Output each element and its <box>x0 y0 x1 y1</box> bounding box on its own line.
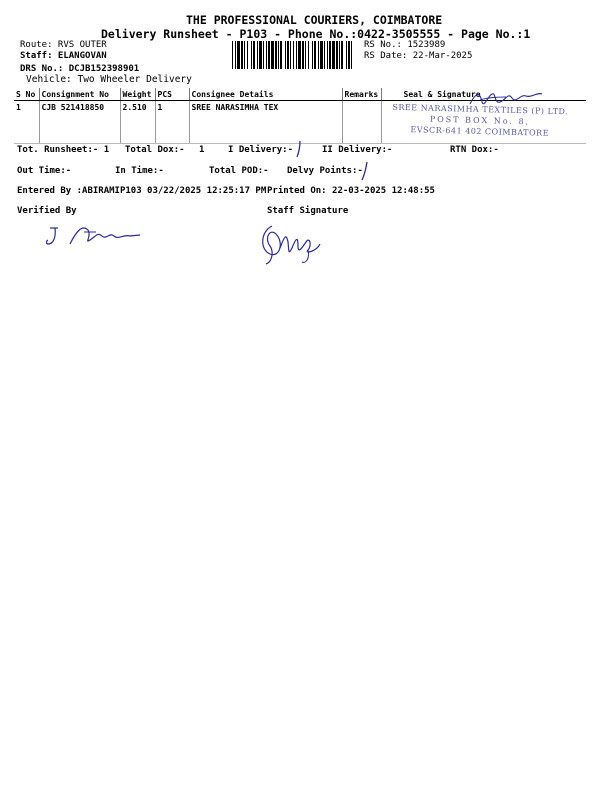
barcode <box>232 41 356 69</box>
in-time-label: In Time:- <box>115 166 164 176</box>
barcode-bar <box>324 41 325 69</box>
col-remarks: Remarks <box>342 88 381 101</box>
printed-on: Printed On: 22-03-2025 12:48:55 <box>267 186 435 196</box>
barcode-bar <box>257 41 258 69</box>
staff-label: Staff: ELANGOVAN <box>20 51 107 61</box>
barcode-bar <box>312 41 313 69</box>
col-consignment: Consignment No <box>39 88 120 101</box>
rtn-dox-label: RTN Dox:- <box>450 145 499 155</box>
barcode-bar <box>332 41 335 69</box>
barcode-bar <box>336 41 338 69</box>
cell-sno: 1 <box>14 101 39 144</box>
barcode-bar <box>298 41 301 69</box>
barcode-bar <box>341 41 343 69</box>
barcode-bar <box>259 41 262 69</box>
rs-date: RS Date: 22-Mar-2025 <box>364 51 473 61</box>
ii-delivery-label: II Delivery:- <box>322 145 393 155</box>
barcode-bar <box>278 41 279 69</box>
staff-signature-label: Staff Signature <box>267 206 349 216</box>
barcode-bar <box>327 41 328 69</box>
rs-number: RS No.: 1523989 <box>364 40 446 50</box>
vehicle-label: Vehicle: Two Wheeler Delivery <box>26 74 192 85</box>
barcode-bar <box>293 41 294 69</box>
barcode-bar <box>237 41 240 69</box>
i-delivery-label: I Delivery:- <box>228 145 294 155</box>
cell-remarks <box>342 101 381 144</box>
stamp-line-3: EVSCR-641 402 COIMBATORE <box>410 125 550 138</box>
barcode-bar <box>290 41 291 69</box>
barcode-bar <box>314 41 316 69</box>
barcode-bar <box>268 41 270 69</box>
barcode-bar <box>320 41 323 69</box>
total-dox-value: 1 <box>199 145 205 155</box>
drs-number: DRS No.: DCJB152398901 <box>20 64 140 74</box>
delvy-points-pen-mark <box>360 160 370 182</box>
col-seal: Seal & Signature <box>381 88 586 101</box>
cell-consignment: CJB 521418850 <box>39 101 120 144</box>
stamp-line-2: POST BOX No. 8, <box>429 114 531 127</box>
cell-pcs: 1 <box>155 101 189 144</box>
runsheet-title: Delivery Runsheet - P103 - Phone No.:0422-3505555 - Page No.:1 <box>101 27 531 41</box>
barcode-bar <box>302 41 304 69</box>
barcode-bar <box>296 41 297 69</box>
barcode-bar <box>329 41 331 69</box>
barcode-bar <box>263 41 264 69</box>
barcode-bar <box>251 41 252 69</box>
col-pcs: PCS <box>155 88 189 101</box>
barcode-bar <box>271 41 274 69</box>
tot-runsheet: Tot. Runsheet:- 1 <box>17 145 110 155</box>
barcode-bar <box>318 41 319 69</box>
verifier-signature <box>44 222 144 252</box>
entered-by: Entered By :ABIRAMIP103 03/22/2025 12:25:17 PM <box>17 186 267 196</box>
barcode-bar <box>241 41 243 69</box>
barcode-bar <box>280 41 282 69</box>
barcode-bar <box>287 41 289 69</box>
receiver-signature <box>466 88 546 110</box>
route-label: Route: RVS OUTER <box>20 40 107 50</box>
barcode-bar <box>275 41 277 69</box>
staff-signature <box>258 218 328 268</box>
cell-weight: 2.510 <box>120 101 155 144</box>
stamp-line-1: SREE NARASIMHA TEXTILES (P) LTD. <box>392 102 569 117</box>
barcode-bar <box>244 41 245 69</box>
delvy-points-label: Delvy Points:- <box>287 166 363 176</box>
barcode-bar <box>235 41 236 69</box>
total-dox-label: Total Dox:- <box>125 145 185 155</box>
col-sno: S No <box>14 88 39 101</box>
verified-by-label: Verified By <box>17 206 77 216</box>
col-weight: Weight <box>120 88 155 101</box>
col-consignee: Consignee Details <box>189 88 342 101</box>
total-pod-label: Total POD:- <box>209 166 269 176</box>
barcode-bar <box>285 41 286 69</box>
barcode-bar <box>247 41 248 69</box>
barcode-bar <box>232 41 233 69</box>
barcode-bar <box>351 41 352 69</box>
barcode-bar <box>346 41 347 69</box>
barcode-bar <box>253 41 255 69</box>
barcode-bar <box>305 41 306 69</box>
out-time-label: Out Time:- <box>17 166 72 176</box>
i-delivery-pen-mark <box>294 139 304 159</box>
company-title: THE PROFESSIONAL COURIERS, COIMBATORE <box>186 13 443 27</box>
cell-consignee: SREE NARASIMHA TEX <box>189 101 342 144</box>
barcode-bar <box>308 41 309 69</box>
barcode-bar <box>266 41 267 69</box>
barcode-bar <box>348 41 350 69</box>
barcode-bar <box>339 41 340 69</box>
